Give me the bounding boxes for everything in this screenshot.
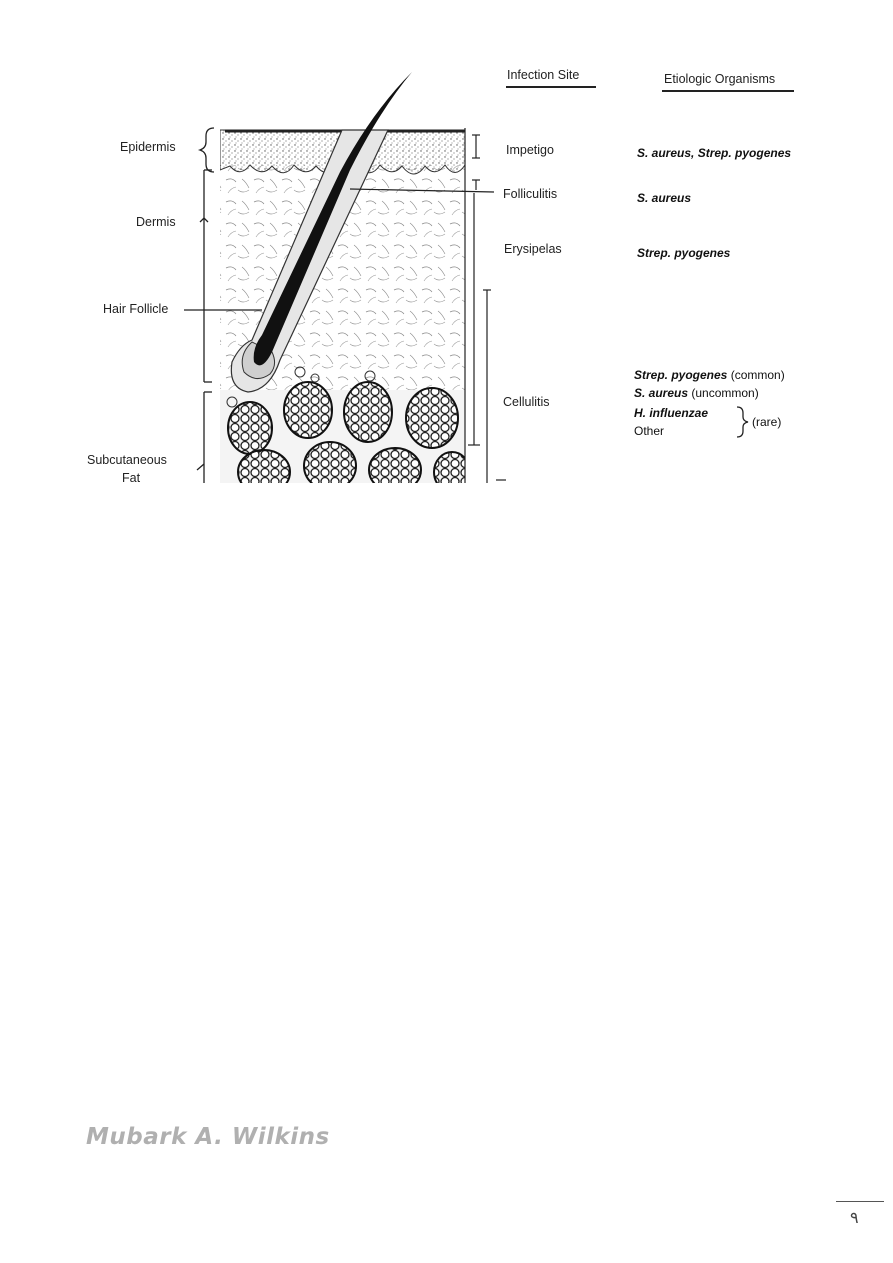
page-number: ٩ (850, 1210, 859, 1227)
site-impetigo: Impetigo (506, 143, 554, 157)
subcutaneous-label: Subcutaneous (87, 453, 167, 467)
infection-site-underline (506, 86, 596, 88)
site-erysipelas: Erysipelas (504, 242, 562, 256)
etiologic-organisms-underline (662, 90, 794, 92)
organisms-cellulitis-3: H. influenzae (634, 406, 709, 420)
page-number-rule (836, 1201, 884, 1202)
etiologic-organisms-header: Etiologic Organisms (664, 72, 776, 86)
organisms-cellulitis-2: S. aureus (uncommon) (634, 386, 759, 400)
organisms-folliculitis: S. aureus (637, 191, 692, 205)
rare-note: (rare) (752, 415, 782, 429)
organisms-impetigo: S. aureus, Strep. pyogenes (637, 146, 792, 160)
organisms-erysipelas: Strep. pyogenes (637, 246, 731, 260)
organisms-cellulitis-1: Strep. pyogenes (common) (634, 368, 785, 382)
fat-label: Fat (122, 471, 141, 485)
site-folliculitis: Folliculitis (503, 187, 558, 201)
epidermis-label: Epidermis (120, 140, 176, 154)
author-watermark: Mubark A. Wilkins (86, 1124, 330, 1150)
site-cellulitis: Cellulitis (503, 395, 550, 409)
infection-site-header: Infection Site (507, 68, 580, 82)
hair-follicle-label: Hair Follicle (103, 302, 169, 316)
organisms-cellulitis-4: Other (634, 424, 665, 438)
dermis-label: Dermis (136, 215, 176, 229)
